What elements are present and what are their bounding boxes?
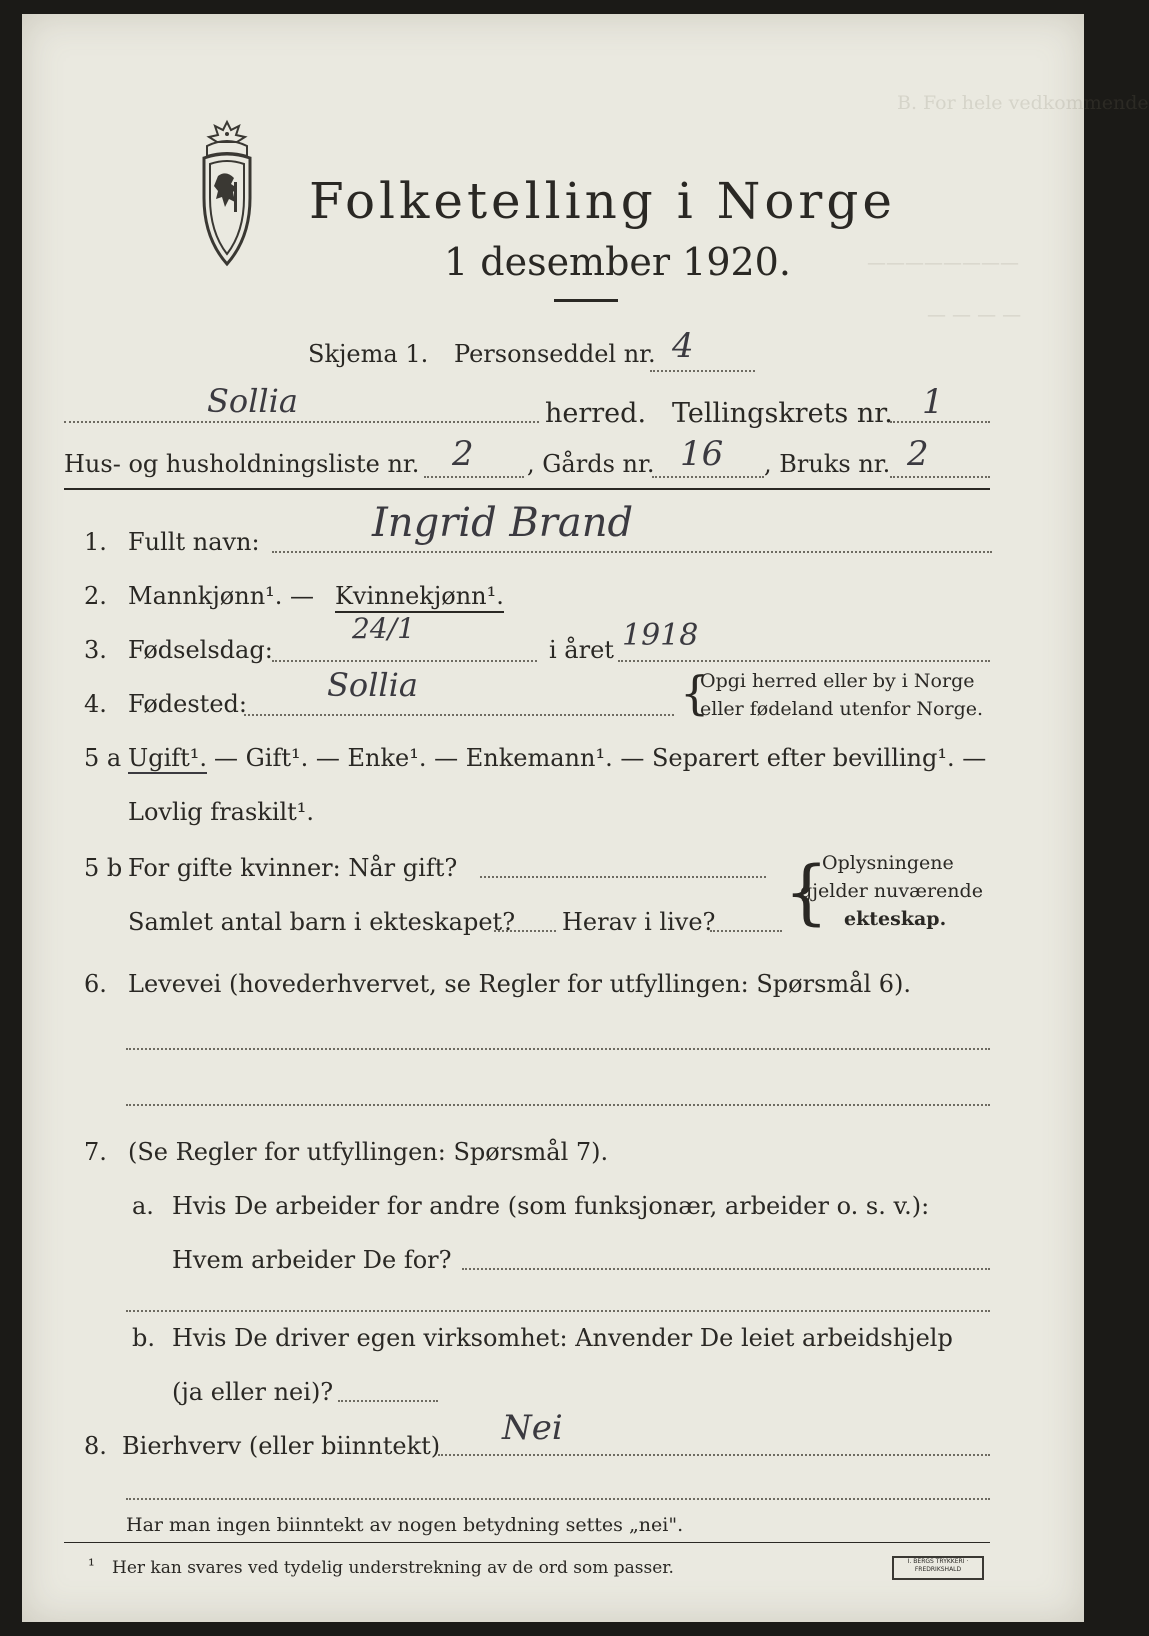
- q7b-answer-label: (ja eller nei)?: [172, 1378, 334, 1406]
- q4-birthplace-value: Sollia: [327, 666, 418, 704]
- q7-label: (Se Regler for utfyllingen: Spørsmål 7).: [128, 1138, 609, 1166]
- q1-field: [272, 551, 992, 553]
- tellingskrets-label: Tellingskrets nr.: [672, 398, 893, 429]
- q5b-note-brace: {: [784, 851, 829, 933]
- footer-note: Har man ingen biinntekt av nogen betydning settes „nei".: [126, 1514, 684, 1536]
- q5b-note-line-1: Oplysningene: [822, 852, 954, 874]
- herred-label: herred.: [545, 398, 647, 429]
- q5b-alive-field: [710, 930, 782, 932]
- q5b-number: 5 b: [84, 854, 123, 882]
- q5a-selected-option: Ugift¹.: [128, 744, 208, 772]
- q4-note-line-2: eller fødeland utenfor Norge.: [700, 698, 984, 720]
- q8-field: [438, 1454, 990, 1456]
- q7-number: 7.: [84, 1138, 107, 1166]
- q7b-question: Hvis De driver egen virksomhet: Anvender De leiet arbeidshjelp: [172, 1324, 953, 1352]
- header-rule: [64, 488, 990, 490]
- q3-year-value: 1918: [622, 618, 699, 653]
- tellingskrets-field: [890, 421, 990, 423]
- q5b-note-line-3: ekteskap.: [844, 908, 947, 930]
- q3-year-field: [618, 660, 990, 662]
- husliste-label: Hus- og husholdningsliste nr.: [64, 450, 420, 478]
- q5b-note-line-2: gjelder nuværende: [800, 880, 983, 902]
- q4-note-line-1: Opgi herred eller by i Norge: [700, 670, 975, 692]
- q3-birthday-value: 24/1: [352, 612, 415, 645]
- herred-value: Sollia: [207, 382, 298, 420]
- q5a-option-fraskilt: Lovlig fraskilt¹.: [128, 798, 315, 826]
- personseddel-label: Personseddel nr.: [454, 340, 656, 368]
- q7a-employer-field-2: [126, 1310, 990, 1312]
- q2-number: 2.: [84, 582, 107, 610]
- gards-label: , Gårds nr.: [527, 450, 655, 478]
- q5b-alive-label: Herav i live?: [562, 908, 716, 936]
- q7a-employer-label: Hvem arbeider De for?: [172, 1246, 452, 1274]
- q2-label: Mannkjønn¹. —: [128, 582, 315, 610]
- q7a-employer-field: [462, 1268, 990, 1270]
- q3-year-label: i året: [549, 636, 614, 664]
- norwegian-coat-of-arms-icon: [182, 116, 272, 276]
- title-divider: [554, 299, 618, 302]
- footnote-mark: ¹: [88, 1556, 95, 1576]
- tellingskrets-value: 1: [922, 382, 944, 422]
- q3-number: 3.: [84, 636, 107, 664]
- skjema-label: Skjema 1.: [308, 340, 429, 368]
- q1-full-name-value: Ingrid Brand: [372, 500, 634, 546]
- q4-note-brace: {: [680, 666, 710, 720]
- q1-label: Fullt navn:: [128, 528, 260, 556]
- q5a-options: — Gift¹. — Enke¹. — Enkemann¹. — Separert efter bevilling¹. —: [214, 744, 987, 772]
- personseddel-value: 4: [672, 326, 694, 366]
- bleed-through-text: — — — —: [927, 304, 1022, 326]
- bruks-field: [890, 476, 990, 478]
- q1-number: 1.: [84, 528, 107, 556]
- q6-field-1: [126, 1048, 990, 1050]
- bruks-value: 2: [907, 434, 929, 474]
- q4-label: Fødested:: [128, 690, 247, 718]
- census-date: 1 desember 1920.: [444, 240, 791, 284]
- q3-label: Fødselsdag:: [128, 636, 273, 664]
- q4-field: [244, 714, 674, 716]
- q5b-children-label: Samlet antal barn i ekteskapet?: [128, 908, 516, 936]
- gards-field: [652, 476, 764, 478]
- q6-number: 6.: [84, 970, 107, 998]
- q5b-married-when-label: For gifte kvinner: Når gift?: [128, 854, 458, 882]
- q7a-question: Hvis De arbeider for andre (som funksjonær, arbeider o. s. v.):: [172, 1192, 930, 1220]
- q7b-answer-field: [338, 1400, 438, 1402]
- husliste-value: 2: [452, 434, 474, 474]
- q2-selected-option: Kvinnekjønn¹.: [335, 582, 504, 613]
- footnote-text: Her kan svares ved tydelig understrekning av de ord som passer.: [112, 1558, 674, 1578]
- husliste-field: [424, 476, 524, 478]
- q8-field-2: [126, 1498, 990, 1500]
- q6-field-2: [126, 1104, 990, 1106]
- q5b-married-when-field: [480, 876, 766, 878]
- q8-label: Bierhverv (eller biinntekt): [122, 1432, 441, 1460]
- printer-stamp: I. BERGS TRYKKERI · FREDRIKSHALD: [892, 1556, 984, 1580]
- q7b-letter: b.: [132, 1324, 155, 1352]
- footer-rule: [64, 1542, 990, 1543]
- bleed-through-text: ————————: [867, 252, 1019, 274]
- gards-value: 16: [680, 434, 724, 474]
- q5b-children-field: [494, 930, 556, 932]
- form-title: Folketelling i Norge: [309, 172, 896, 230]
- q8-value: Nei: [502, 1408, 563, 1448]
- q6-label: Levevei (hovederhvervet, se Regler for utfyllingen: Spørsmål 6).: [128, 970, 912, 998]
- personseddel-field: [650, 370, 755, 372]
- q5a-number: 5 a: [84, 744, 122, 772]
- q3-field: [272, 660, 537, 662]
- q4-number: 4.: [84, 690, 107, 718]
- bruks-label: , Bruks nr.: [764, 450, 891, 478]
- q7a-letter: a.: [132, 1192, 154, 1220]
- herred-field: [64, 421, 539, 423]
- census-form-page: [22, 14, 1149, 1622]
- bleed-through-text: B. For hele vedkommende: [897, 92, 1149, 114]
- q8-number: 8.: [84, 1432, 107, 1460]
